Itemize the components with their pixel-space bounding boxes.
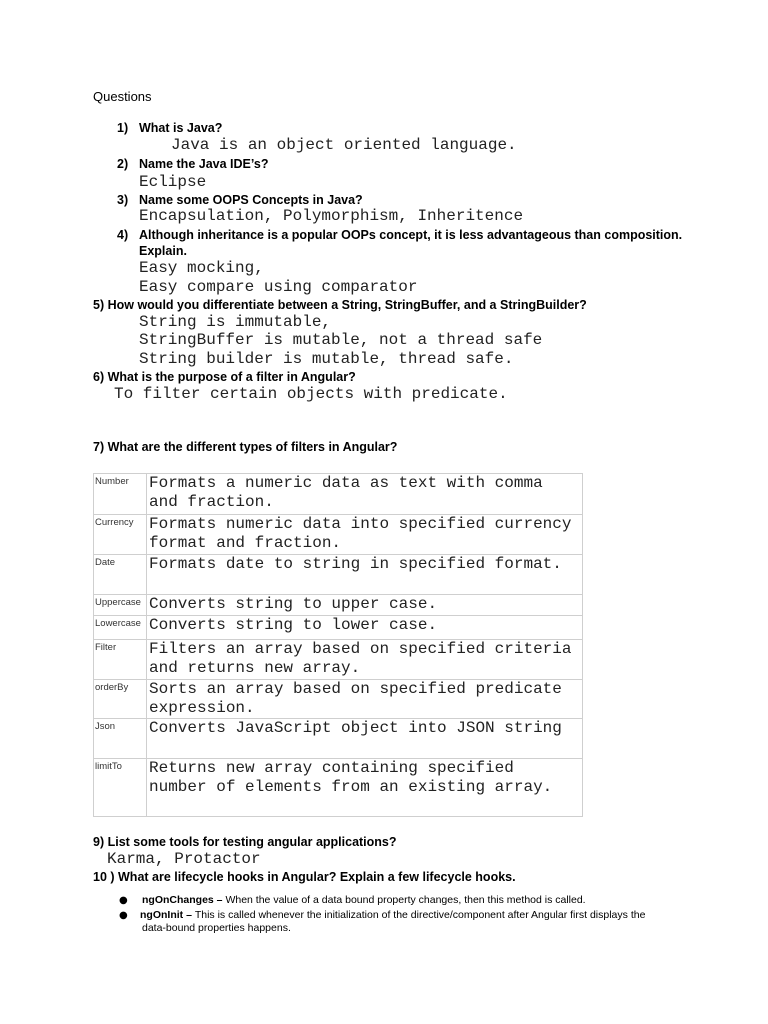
document-heading: Questions bbox=[93, 89, 152, 104]
filter-description: Sorts an array based on specified predicate expression. bbox=[147, 680, 583, 719]
filter-description: Formats numeric data into specified currency format and fraction. bbox=[147, 515, 583, 555]
question-text: Name some OOPS Concepts in Java? bbox=[139, 193, 363, 207]
table-row bbox=[94, 474, 583, 515]
answer-text: Java is an object oriented language. bbox=[171, 136, 517, 154]
filter-description: Converts string to upper case. bbox=[147, 595, 583, 616]
filter-description: Filters an array based on specified criteria and returns new array. bbox=[147, 640, 583, 680]
filter-name: limitTo bbox=[94, 759, 147, 817]
hook-separator: – bbox=[183, 909, 195, 921]
answer-text: Encapsulation, Polymorphism, Inheritence bbox=[139, 207, 524, 225]
question-text: 5) How would you differentiate between a String, StringBuffer, and a StringBuilder? bbox=[93, 298, 587, 312]
answer-text: Easy compare using comparator bbox=[139, 278, 418, 296]
filter-name: Currency bbox=[94, 515, 147, 555]
answer-text: StringBuffer is mutable, not a thread safe bbox=[139, 331, 543, 349]
hook-item bbox=[140, 909, 645, 922]
filters-table bbox=[93, 473, 583, 817]
question-text: What is Java? bbox=[139, 121, 223, 135]
question-text: 10 ) What are lifecycle hooks in Angular? Explain a few lifecycle hooks. bbox=[93, 870, 516, 884]
question-text-continued: Explain. bbox=[139, 244, 187, 258]
question-text: Although inheritance is a popular OOPs concept, it is less advantageous than composition. bbox=[139, 228, 683, 242]
question-number: 4) bbox=[117, 228, 129, 242]
hook-description-continued: data-bound properties happens. bbox=[142, 922, 291, 934]
hook-description: This is called whenever the initialization of the directive/component after Angular first displays the bbox=[194, 909, 646, 921]
answer-text: String builder is mutable, thread safe. bbox=[139, 350, 514, 368]
hook-item bbox=[142, 894, 586, 907]
filter-description: Converts string to lower case. bbox=[147, 616, 583, 640]
table-row bbox=[94, 616, 583, 640]
question-text: Name the Java IDE’s? bbox=[139, 157, 269, 171]
table-row bbox=[94, 595, 583, 616]
question-text: 9) List some tools for testing angular applications? bbox=[93, 835, 397, 849]
hook-name: ngOnInit bbox=[140, 909, 184, 921]
hook-name: ngOnChanges bbox=[142, 894, 214, 906]
table-row bbox=[94, 759, 583, 817]
hook-description: When the value of a data bound property changes, then this method is called. bbox=[225, 894, 586, 906]
question-text: 7) What are the different types of filters in Angular? bbox=[93, 440, 398, 454]
question-number: 1) bbox=[117, 121, 129, 135]
answer-text: Karma, Protactor bbox=[107, 850, 261, 868]
filter-name: Date bbox=[94, 555, 147, 595]
question-number: 3) bbox=[117, 193, 129, 207]
filter-name: orderBy bbox=[94, 680, 147, 719]
bullet-icon: ● bbox=[119, 910, 128, 921]
filter-name: Filter bbox=[94, 640, 147, 680]
question-text: 6) What is the purpose of a filter in Angular? bbox=[93, 370, 356, 384]
answer-text: Eclipse bbox=[139, 173, 207, 191]
filter-description: Formats a numeric data as text with comma and fraction. bbox=[147, 474, 583, 515]
filter-name: Uppercase bbox=[94, 595, 147, 616]
table-row bbox=[94, 555, 583, 595]
filter-name: Number bbox=[94, 474, 147, 515]
answer-text: To filter certain objects with predicate. bbox=[114, 385, 508, 403]
question-number: 2) bbox=[117, 157, 129, 171]
filter-name: Json bbox=[94, 719, 147, 759]
filter-description: Converts JavaScript object into JSON string bbox=[147, 719, 583, 759]
filter-name: Lowercase bbox=[94, 616, 147, 640]
hook-separator: – bbox=[213, 894, 226, 906]
bullet-icon: ● bbox=[119, 895, 128, 906]
filter-description: Formats date to string in specified format. bbox=[147, 555, 583, 595]
table-row bbox=[94, 640, 583, 680]
answer-text: Easy mocking, bbox=[139, 259, 264, 277]
answer-text: String is immutable, bbox=[139, 313, 332, 331]
filter-description: Returns new array containing specified number of elements from an existing array. bbox=[147, 759, 583, 817]
table-row bbox=[94, 515, 583, 555]
table-row bbox=[94, 680, 583, 719]
table-row bbox=[94, 719, 583, 759]
